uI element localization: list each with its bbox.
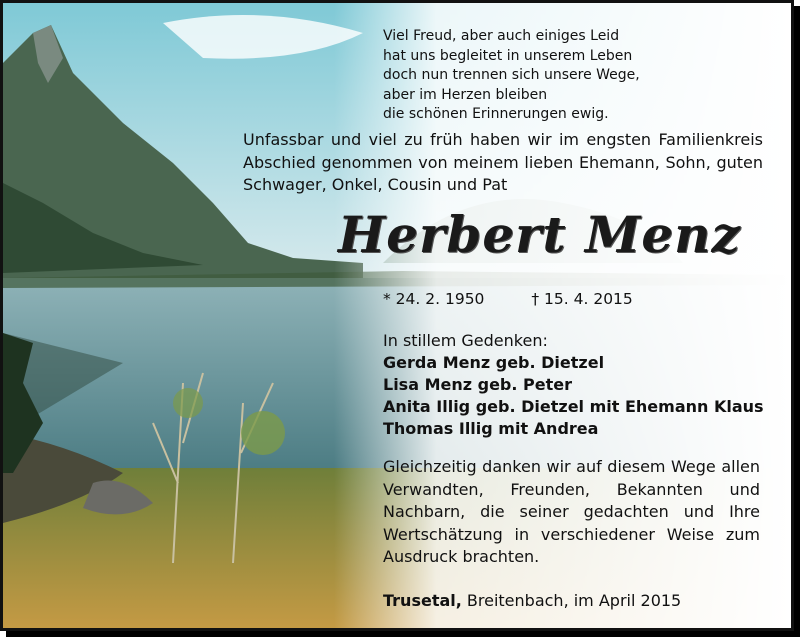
mourners bbox=[383, 330, 764, 440]
life-dates bbox=[383, 290, 633, 308]
thanks-text: Gleichzeitig danken wir auf diesem Wege allen Verwandten, Freunden, Bekannten und Nachbarn, die seiner gedachten und Ihre Wertschätzung in verschiedener Weise zum Ausdruck brachten. bbox=[383, 457, 760, 566]
birth-date: * 24. 2. 1950 bbox=[383, 290, 485, 308]
poem-line: aber im Herzen bleiben bbox=[383, 86, 548, 103]
death-date: † 15. 4. 2015 bbox=[531, 290, 633, 308]
poem-line: Viel Freud, aber auch einiges Leid bbox=[383, 28, 620, 44]
mourner-name: Gerda Menz geb. Dietzel bbox=[383, 353, 605, 372]
mourner-name: Lisa Menz geb. Peter bbox=[383, 375, 572, 394]
mourner-name: Thomas Illig mit Andrea bbox=[383, 419, 599, 438]
poem-line: hat uns begleitet in unserem Leben bbox=[383, 47, 633, 64]
deceased-name: Herbert Menz bbox=[338, 205, 741, 264]
mourner-name: Anita Illig geb. Dietzel mit Ehemann Klaus bbox=[383, 397, 764, 416]
poem-line: die schönen Erinnerungen ewig. bbox=[383, 106, 609, 122]
place-town: Trusetal, bbox=[383, 591, 462, 610]
poem bbox=[383, 27, 640, 125]
mourners-heading: In stillem Gedenken: bbox=[383, 331, 548, 350]
intro-text: Unfassbar und viel zu früh haben wir im engsten Familienkreis Abschied genommen von meinem lieben Ehemann, Sohn, guten Schwager, Onkel, Cousin und Pat bbox=[243, 130, 763, 194]
place-rest: Breitenbach, im April 2015 bbox=[461, 591, 682, 610]
poem-line: doch nun trennen sich unsere Wege, bbox=[383, 67, 640, 83]
place-date bbox=[383, 591, 681, 610]
